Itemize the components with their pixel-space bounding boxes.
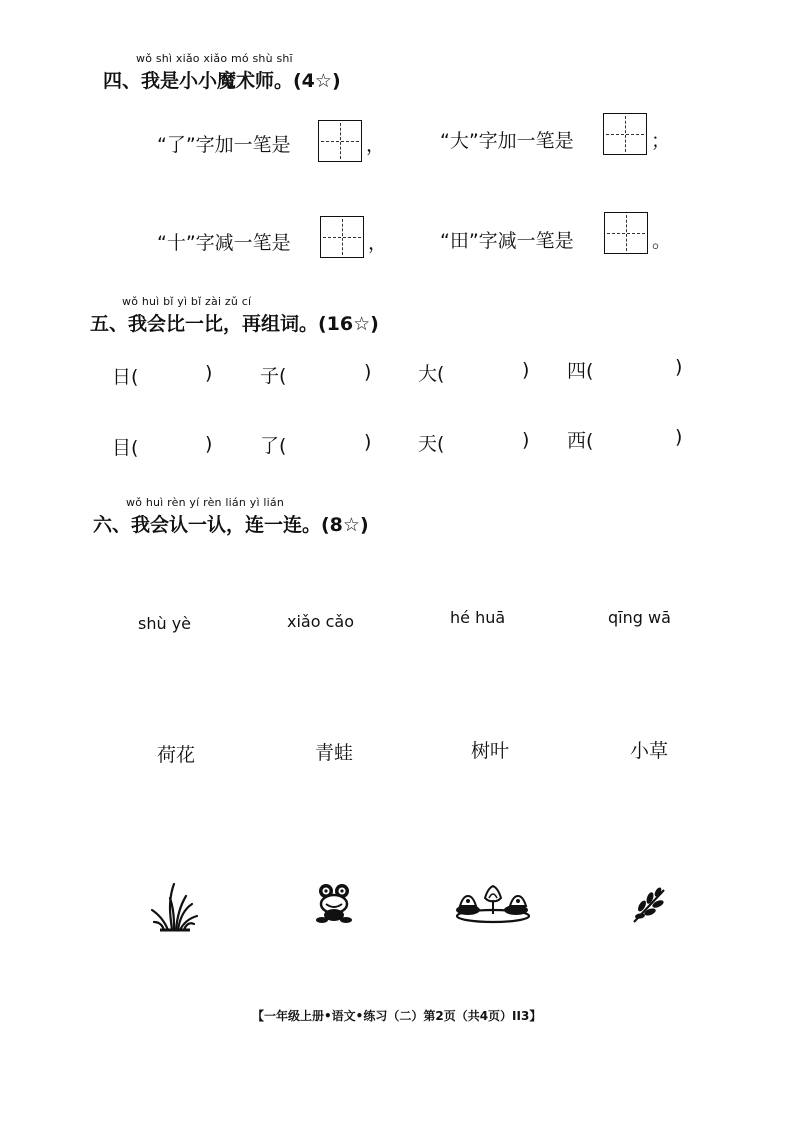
section4-prompt-3: “十”字减一笔是 (157, 232, 291, 254)
compare-close-3: ) (522, 359, 530, 381)
compare-cell-xi: 西( (567, 430, 594, 452)
compare-cell-le: 了( (260, 435, 287, 457)
answer-box-4[interactable] (604, 212, 648, 254)
pinyin-word-2: xiǎo cǎo (287, 612, 354, 631)
pinyin-word-3: hé huā (450, 608, 506, 627)
compare-cell-mu: 目( (112, 437, 139, 459)
section6-title: 六、我会认一认，连一连。(8☆) (93, 514, 369, 536)
section5-pinyin: wǒ huì bǐ yì bǐ zài zǔ cí (122, 295, 252, 308)
answer-box-2[interactable] (603, 113, 647, 155)
pinyin-word-4: qīng wā (608, 608, 671, 627)
compare-cell-da: 大( (418, 363, 445, 385)
grass-icon (150, 880, 200, 932)
word-xiaocao: 小草 (630, 740, 669, 762)
frog-icon (314, 882, 354, 924)
compare-cell-zi: 子( (260, 365, 287, 387)
compare-close-2: ) (364, 361, 372, 383)
compare-close-5: ) (205, 433, 213, 455)
word-shuye: 树叶 (471, 740, 510, 762)
section4-punct-2: ； (651, 130, 671, 152)
compare-close-6: ) (364, 431, 372, 453)
word-qingwa: 青蛙 (315, 742, 354, 764)
section4-punct-1: ， (366, 134, 386, 156)
compare-cell-ri: 日( (112, 366, 139, 388)
compare-cell-tian: 天( (418, 433, 445, 455)
word-hehua: 荷花 (157, 744, 196, 766)
compare-cell-si: 四( (567, 360, 594, 382)
section4-prompt-2: “大”字加一笔是 (440, 130, 574, 152)
compare-close-4: ) (675, 356, 683, 378)
section4-title: 四、我是小小魔术师。(4☆) (103, 70, 341, 92)
compare-close-8: ) (675, 426, 683, 448)
answer-box-1[interactable] (318, 120, 362, 162)
compare-close-7: ) (522, 429, 530, 451)
lotus-icon (452, 884, 534, 924)
page-footer: 【一年级上册•语文•练习（二）第2页（共4页）II3】 (252, 1009, 542, 1023)
pinyin-word-1: shù yè (138, 614, 192, 633)
section4-prompt-4: “田”字减一笔是 (440, 230, 574, 252)
section4-punct-4: 。 (652, 230, 672, 252)
section5-title: 五、我会比一比，再组词。(16☆) (90, 313, 379, 335)
leaf-icon (630, 886, 670, 926)
section4-punct-3: ， (368, 232, 388, 254)
section4-pinyin: wǒ shì xiǎo xiǎo mó shù shī (136, 52, 293, 65)
compare-close-1: ) (205, 362, 213, 384)
answer-box-3[interactable] (320, 216, 364, 258)
section6-pinyin: wǒ huì rèn yí rèn lián yì lián (126, 496, 285, 509)
section4-prompt-1: “了”字加一笔是 (157, 134, 291, 156)
